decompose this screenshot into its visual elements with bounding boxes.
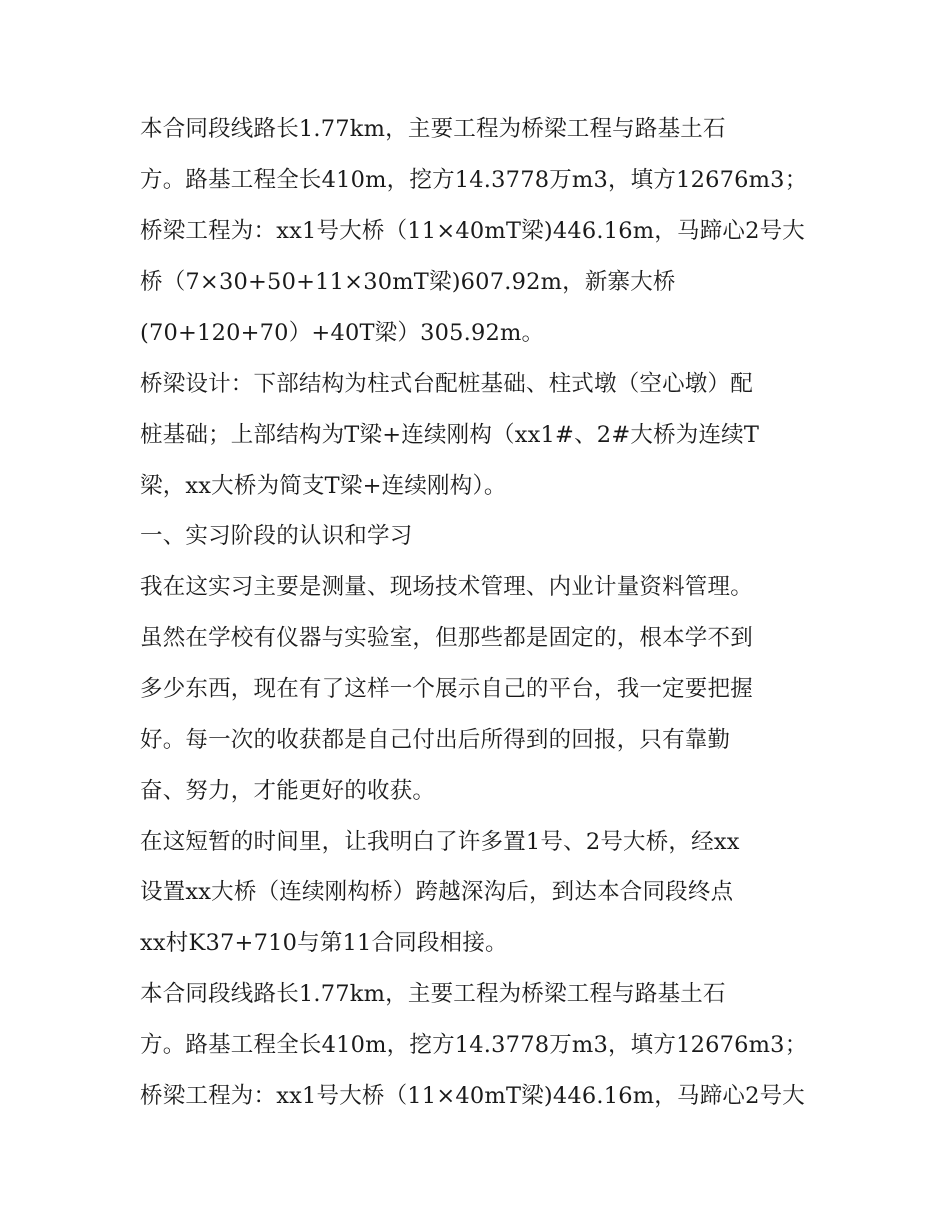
paragraph-line-11: 虽然在学校有仪器与实验室，但那些都是固定的，根本学不到	[140, 625, 753, 651]
paragraph-line-19: 方。路基工程全长410m，挖方14.3778万m3，填方12676m3；	[140, 1032, 808, 1058]
section-heading: 一、实习阶段的认识和学习	[140, 523, 413, 549]
paragraph-line-14: 奋、努力，才能更好的收获。	[140, 778, 436, 804]
paragraph-line-7: 桩基础；上部结构为T梁+连续刚构（xx1#、2#大桥为连续T	[140, 422, 760, 448]
paragraph-line-10: 我在这实习主要是测量、现场技术管理、内业计量资料管理。	[140, 574, 753, 600]
paragraph-line-5: (70+120+70）+40T梁）305.92m。	[140, 320, 545, 346]
paragraph-line-6: 桥梁设计：下部结构为柱式台配桩基础、柱式墩（空心墩）配	[140, 371, 753, 397]
paragraph-line-18: 本合同段线路长1.77km，主要工程为桥梁工程与路基土石	[140, 981, 726, 1007]
paragraph-line-13: 好。每一次的收获都是自己付出后所得到的回报，只有靠勤	[140, 727, 731, 753]
paragraph-line-17: xx村K37+710与第11合同段相接。	[140, 930, 508, 956]
paragraph-line-2: 方。路基工程全长410m，挖方14.3778万m3，填方12676m3；	[140, 167, 808, 193]
paragraph-line-3: 桥梁工程为：xx1号大桥（11×40mT梁)446.16m，马蹄心2号大	[140, 218, 806, 244]
paragraph-line-8: 梁，xx大桥为简支T梁+连续刚构）。	[140, 473, 507, 499]
paragraph-line-12: 多少东西，现在有了这样一个展示自己的平台，我一定要把握	[140, 676, 753, 702]
paragraph-line-4: 桥（7×30+50+11×30mT梁)607.92m，新寨大桥	[140, 269, 676, 295]
paragraph-line-15: 在这短暂的时间里，让我明白了许多置1号、2号大桥，经xx	[140, 829, 740, 855]
paragraph-line-16: 设置xx大桥（连续刚构桥）跨越深沟后，到达本合同段终点	[140, 879, 734, 905]
paragraph-line-1: 本合同段线路长1.77km，主要工程为桥梁工程与路基土石	[140, 116, 726, 142]
paragraph-line-20: 桥梁工程为：xx1号大桥（11×40mT梁)446.16m，马蹄心2号大	[140, 1083, 806, 1109]
